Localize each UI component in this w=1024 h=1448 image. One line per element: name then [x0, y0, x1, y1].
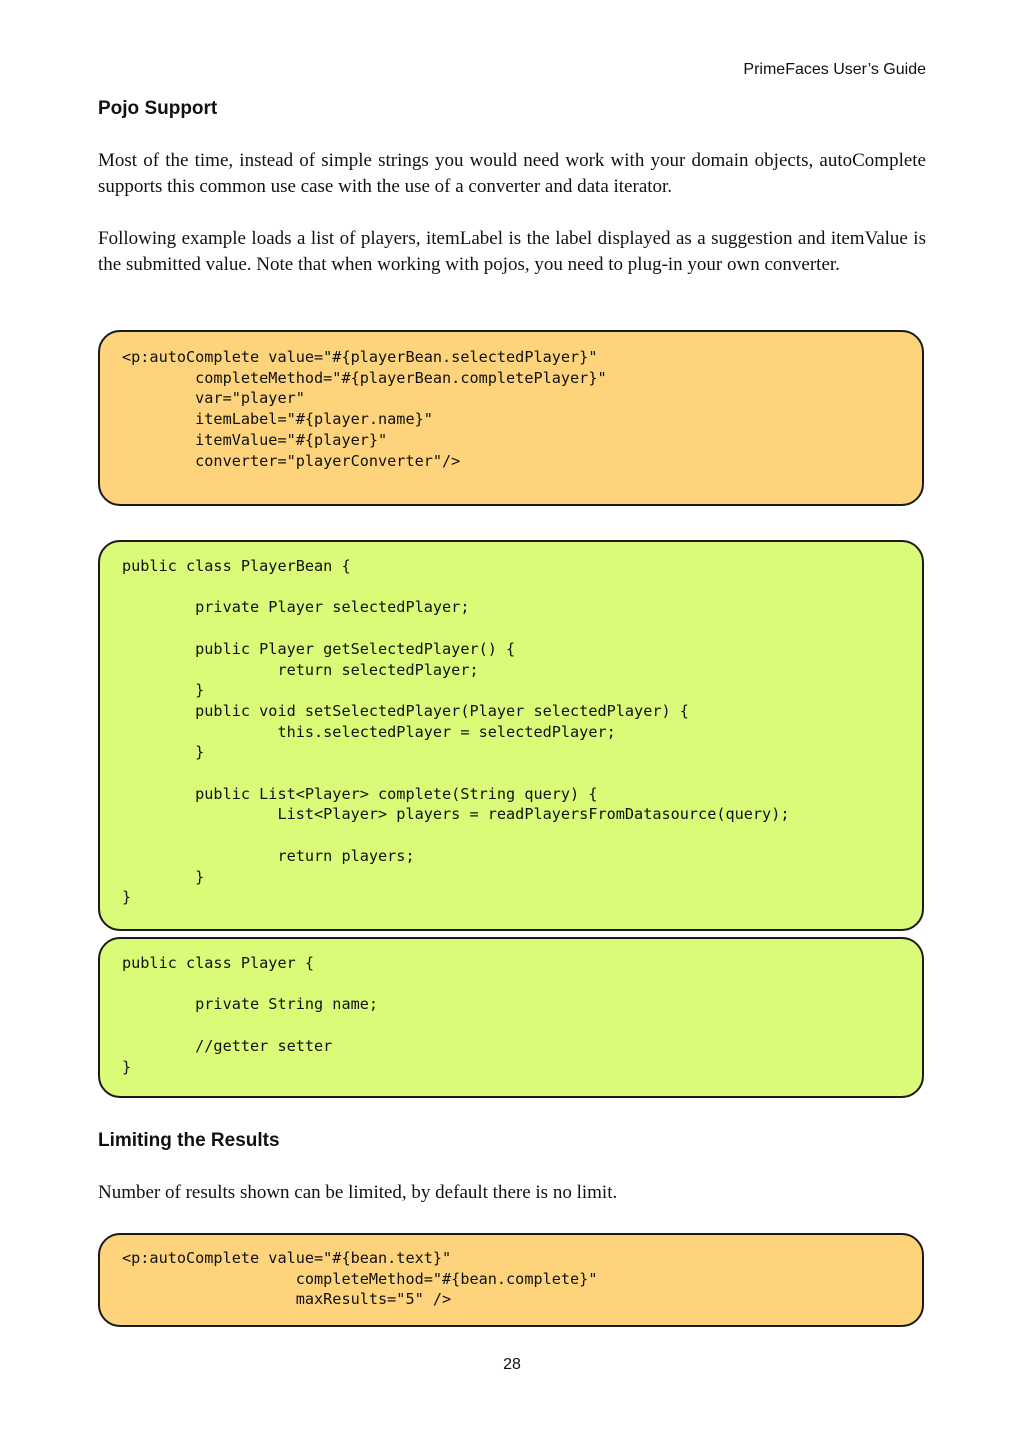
- code-text: <p:autoComplete value="#{playerBean.selectedPlayer}" completeMethod="#{playerBean.completePlayer}" var="player" itemLabel="#{player.name}" itemValue="#{player}" converter="playerConverter"/>: [122, 348, 607, 470]
- code-block-player: [98, 937, 924, 1098]
- paragraph-intro: Most of the time, instead of simple strings you would need work with your domain objects, autoComplete supports this common use case with the use of a converter and data iterator.: [98, 150, 926, 197]
- paragraph-limit: Number of results shown can be limited, by default there is no limit.: [98, 1182, 618, 1203]
- code-text: public class PlayerBean { private Player selectedPlayer; public Player getSelectedPlayer() { return selectedPlayer; } public void setSelectedPlayer(Player selectedPlayer) { this.selectedPlayer = selectedPlayer; } public List<Player> complete(String query) { List<Player> players = readPlayersFromDatasource(query); return players; } }: [122, 557, 790, 907]
- code-block-playerbean: [98, 540, 924, 931]
- page-number: 28: [503, 1356, 521, 1373]
- guide-title: PrimeFaces User’s Guide: [743, 61, 926, 78]
- code-block-autocomplete: [98, 330, 924, 506]
- code-block-maxresults: [98, 1233, 924, 1327]
- section-heading-limiting-results: Limiting the Results: [98, 1130, 280, 1151]
- code-text: <p:autoComplete value="#{bean.text}" completeMethod="#{bean.complete}" maxResults="5" />: [122, 1249, 598, 1309]
- code-text: public class Player { private String name; //getter setter }: [122, 954, 379, 1076]
- section-heading-pojo-support: Pojo Support: [98, 98, 218, 119]
- paragraph-example: Following example loads a list of players, itemLabel is the label displayed as a suggestion and itemValue is the submitted value. Note that when working with pojos, you need to plug-in your own converter.: [98, 228, 926, 275]
